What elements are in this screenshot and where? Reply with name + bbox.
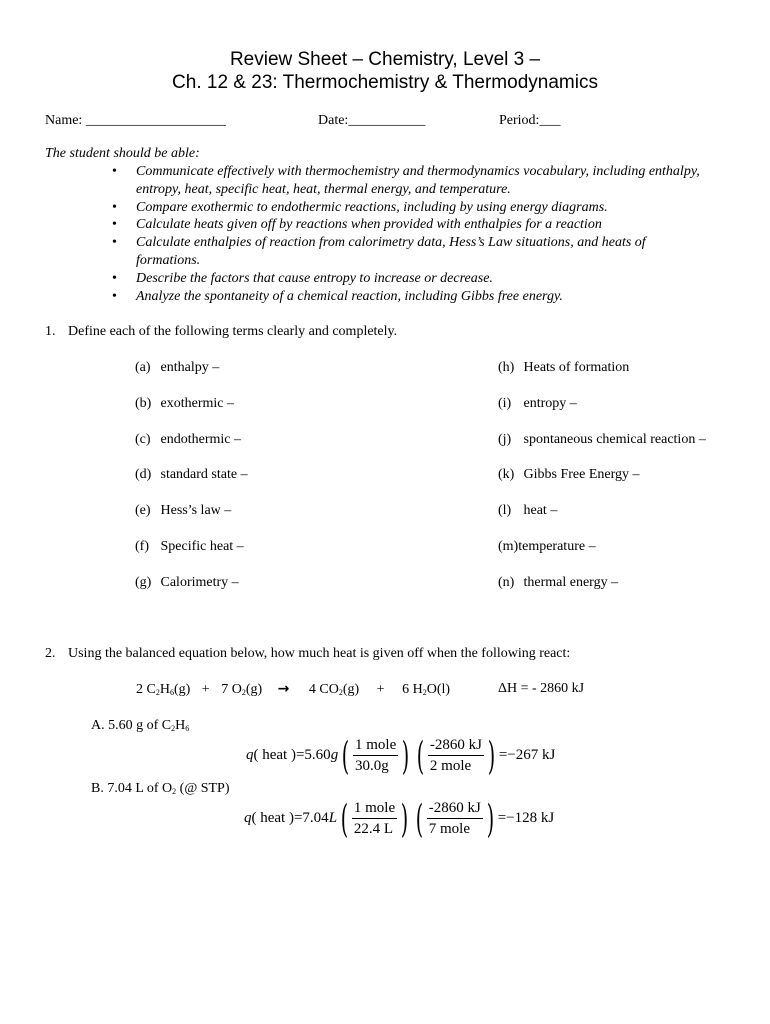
fraction-denominator: 2 mole: [429, 758, 472, 774]
term-n: [498, 575, 618, 591]
term-text: spontaneous chemical reaction –: [523, 432, 706, 447]
term-m: [498, 539, 596, 555]
name-field: Name: ____________________: [45, 113, 226, 128]
term-letter: (j): [498, 432, 512, 447]
objectives-list: [110, 163, 710, 305]
date-field: Date:___________: [318, 113, 426, 128]
term-letter: (h): [498, 360, 515, 375]
fraction-numerator: -2860 kJ: [427, 798, 483, 819]
term-l: [498, 503, 557, 519]
term-i: [498, 396, 577, 412]
term-letter: (f): [135, 539, 149, 554]
term-g: [135, 575, 239, 591]
part-a-label: A. 5.60 g of $C_2H_6$: [91, 718, 190, 733]
term-f: [135, 539, 244, 555]
fraction-numerator: 1 mole: [353, 735, 398, 756]
term-j: [498, 432, 706, 448]
term-text: Heats of formation: [523, 360, 630, 375]
term-letter: (g): [135, 575, 152, 590]
objective-item: • Calculate heats given off by reactions when provided with enthalpies for a reaction: [110, 216, 710, 234]
term-text: Hess’s law –: [160, 503, 232, 518]
fraction-denominator: 30.0g: [355, 758, 389, 774]
part-a-calculation: q( heat )=5.60g( $\frac{\text{1 mole}}{30.0g}$ ) ( $\frac{-2860 kJ}{\text{2 mole}}$ ) =−267 kJ: [246, 733, 556, 778]
balanced-equation: 2 $C_2H_6(g) + 7$ $O_2(g) \to 4$ $CO_2(g) + 6$ $H_2O(l)$: [136, 681, 451, 697]
term-d: [135, 467, 248, 483]
term-letter: (e): [135, 503, 151, 518]
part-b-calculation: q( heat )=7.04L( $\frac{\text{1 mole}}{22.4 L}$ ) ( $\frac{-2860 kJ}{\text{7 mole}}$ ) =−128 kJ: [244, 796, 555, 841]
term-letter: (m): [498, 539, 519, 554]
term-text: Gibbs Free Energy –: [523, 467, 640, 482]
term-letter: (a): [135, 360, 151, 375]
term-text: exothermic –: [160, 396, 234, 411]
question-2-prompt: Using the balanced equation below, how much heat is given off when the following react:: [68, 646, 571, 661]
term-c: [135, 432, 241, 448]
objective-item: • Analyze the spontaneity of a chemical reaction, including Gibbs free energy.: [110, 288, 710, 306]
title-line-2: Ch. 12 & 23: Thermochemistry & Thermodynamics: [172, 72, 598, 93]
question-2-number: 2.: [45, 646, 56, 661]
fraction-numerator: -2860 kJ: [428, 735, 484, 756]
term-text: endothermic –: [160, 432, 241, 447]
term-k: [498, 467, 640, 483]
term-b: [135, 396, 234, 412]
objective-item: • Compare exothermic to endothermic reactions, including by using energy diagrams.: [110, 199, 710, 217]
term-text: Calorimetry –: [160, 575, 239, 590]
term-e: [135, 503, 231, 519]
title-line-1: Review Sheet – Chemistry, Level 3 –: [229, 49, 541, 70]
delta-h: ΔH = - 2860 kJ: [498, 681, 585, 696]
term-text: temperature –: [518, 539, 596, 554]
period-field: Period:___: [499, 113, 561, 128]
term-h: [498, 360, 629, 376]
term-letter: (c): [135, 432, 151, 447]
term-text: Specific heat –: [160, 539, 244, 554]
term-letter: (b): [135, 396, 152, 411]
term-letter: (d): [135, 467, 152, 482]
term-text: thermal energy –: [523, 575, 619, 590]
objective-item: • Calculate enthalpies of reaction from calorimetry data, Hess’s Law situations, and heats of formations.: [110, 234, 710, 270]
question-1-prompt: Define each of the following terms clearly and completely.: [68, 324, 398, 339]
fraction-numerator: 1 mole: [352, 798, 397, 819]
term-letter: (l): [498, 503, 512, 518]
term-a: [135, 360, 219, 376]
objective-item: • Communicate effectively with thermochemistry and thermodynamics vocabulary, including enthalpy, entropy, heat, specific heat, heat, thermal energy, and temperature.: [110, 163, 710, 199]
objective-item: • Describe the factors that cause entropy to increase or decrease.: [110, 270, 710, 288]
part-b-label: B. 7.04 L of $O_2$ (@ STP): [91, 781, 230, 796]
term-text: enthalpy –: [160, 360, 220, 375]
term-text: heat –: [523, 503, 558, 518]
term-text: entropy –: [523, 396, 577, 411]
reaction-arrow-icon: →: [277, 681, 290, 697]
fraction-denominator: 22.4 L: [353, 821, 394, 837]
term-text: standard state –: [160, 467, 248, 482]
objectives-intro: The student should be able:: [45, 146, 200, 161]
term-letter: (i): [498, 396, 512, 411]
fraction-denominator: 7 mole: [428, 821, 471, 837]
term-letter: (k): [498, 467, 515, 482]
term-letter: (n): [498, 575, 515, 590]
question-1-number: 1.: [45, 324, 56, 339]
